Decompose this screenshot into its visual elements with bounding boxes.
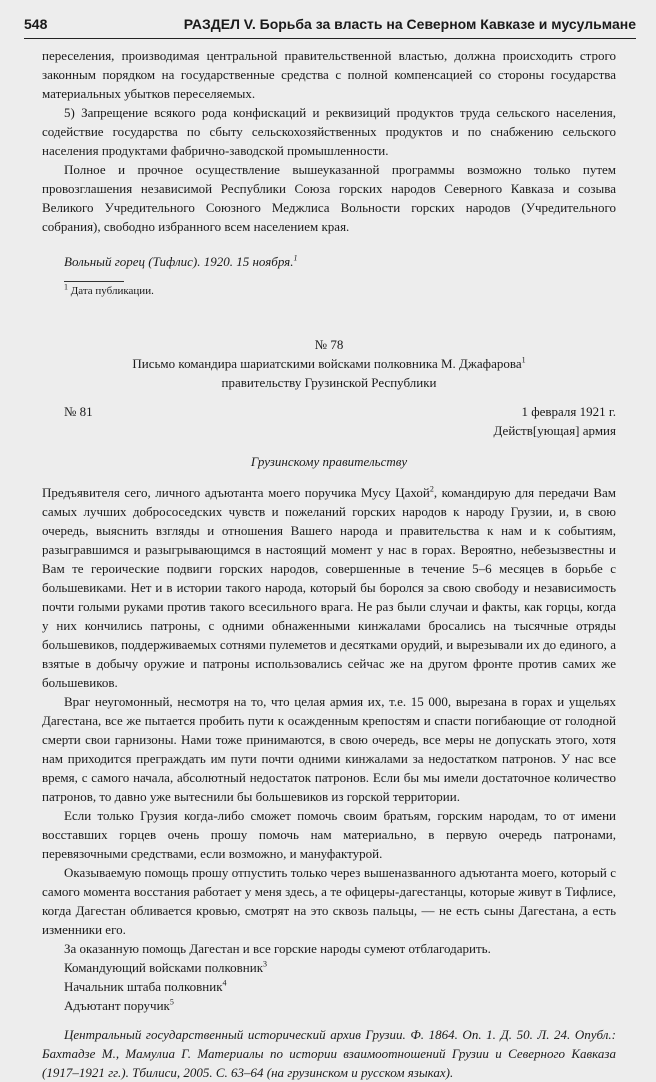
- signature-line: Начальник штаба полковник$^4$: [64, 978, 227, 994]
- signature-line: Командующий войсками полковник$^3$: [64, 959, 268, 975]
- paragraph: Предъявителя сего, личного адъютанта моего поручика Мусу Цахой$^2$, командирую для передачи Вам самых лучших добрососедских чувств и пожеланий горских народов к народу Грузии, и, в свою очередь, выяснить взгляды и отношения Вашего народа и правительства к нам и к событиям, разыгравшимся и разыгрывающимся в настоящий момент у нас в горах. Вероятно, небезызвестны и Вам те героические подвиги горских народов, совершенные в течение 5–6 месяцев в борьбе с большевиками. Нет и в истории такого народа, который бы боролся за свою свободу и независимость почти голыми руками против такого всесильного врага. Не раз были случаи и факты, как горцы, когда у них кончились патроны, с одними обнаженными кинжалами бросались на тысячные отряды большевиков, поддерживаемых сотнями пулеметов и десятками орудий, и вырезывали их до единого, а взятые в добычу оружие и патроны использовались сейчас же на другом фронте против самих же большевиков.: [42, 484, 616, 690]
- army-line: Действ[ующая] армия: [493, 423, 616, 438]
- page-number: 548: [24, 16, 48, 32]
- paragraph: Если только Грузия когда-либо сможет помочь своим братьям, горским народам, то от имени восставших горцев очень прошу помочь нам материально, в первую очередь патронами, перевязочными средствами, если возможно, и мануфактурой.: [42, 808, 616, 861]
- publication-dateline: Вольный горец (Тифлис). 1920. 15 ноября.$^1$: [64, 253, 298, 269]
- archive-source: Центральный государственный исторический архив Грузии. Ф. 1864. Оп. 1. Д. 50. Л. 24. Опубл.: Бахтадзе М., Мамулиа Г. Материалы по истории взаимоотношений Грузии и Северного Кавказа (1917–1921 гг.). Тбилиси, 2005. С. 63–64 (на грузинском и русском языках).: [42, 1027, 616, 1080]
- footnote: $^1$ Дата публикации.: [64, 282, 154, 297]
- paragraph: 5) Запрещение всякого рода конфискаций и реквизиций продуктов труда сельского населения, содействие государства по сбыту сельскохозяйственных продуктов и по снабжению сельского населения продуктами фабрично-заводской промышленности.: [42, 105, 616, 158]
- addressee: Грузинскому правительству: [250, 454, 408, 469]
- signature-line: Адъютант поручик$^5$: [64, 997, 174, 1013]
- running-header: [24, 12, 636, 39]
- paragraph: Оказываемую помощь прошу отпустить только через вышеназванного адъютанта моего, который с самого момента восстания работает у меня здесь, а те офицеры-дагестанцы, которые живут в Тифлисе, когда Дагестан обливается кровью, смотрят на это сквозь пальцы, — не есть сыны Дагестана, а есть изменники его.: [42, 865, 616, 937]
- paragraph: За оказанную помощь Дагестан и все горские народы сумеют отблагодарить.: [64, 941, 491, 956]
- paragraph: переселения, производимая центральной правительственной властью, должна происходить строго законным порядком на государственные средства с полной компенсацией со стороны государства материальных убытков переселяемых.: [42, 48, 616, 101]
- paragraph: Полное и прочное осуществление вышеуказанной программы возможно только путем провозглашения независимой Республики Союза горских народов Северного Кавказа и созыва Великого Учредительного Союзного Меджлиса Вольности горских народов (Учредительного собрания), свободно избранного всем населением края.: [42, 162, 616, 234]
- footnote-divider: [64, 281, 124, 282]
- reference-number: № 81: [64, 404, 93, 419]
- section-title: РАЗДЕЛ V. Борьба за власть на Северном Кавказе и мусульмане: [183, 16, 636, 32]
- document-title: Письмо командира шариатскими войсками полковника М. Джафарова$^1$ правительству Грузинской Республики: [132, 355, 526, 390]
- letter-body: [42, 483, 616, 1015]
- document-meta: [42, 402, 616, 421]
- document-date: 1 февраля 1921 г.: [521, 404, 616, 419]
- document-number: № 78: [314, 337, 344, 352]
- paragraph: Враг неугомонный, несмотря на то, что целая армия их, т.е. 15 000, вырезана в горах и ущельях Дагестана, все же пытается пробить пути к осажденным крепостям и спасти погибающие от голодной смерти свои гарнизоны. Нами тоже принимаются, в свою очередь, все меры не допускать этого, хотя нам приходится преграждать им пути почти одними кинжалами за недостатком патронов. У нас все время, с самого начала, абсолютный недостаток патронов. Если бы мы имели достаточное количество патронов, то давно уже вытеснили бы большевиков из горской территории.: [42, 694, 616, 804]
- page-body: [42, 46, 616, 1082]
